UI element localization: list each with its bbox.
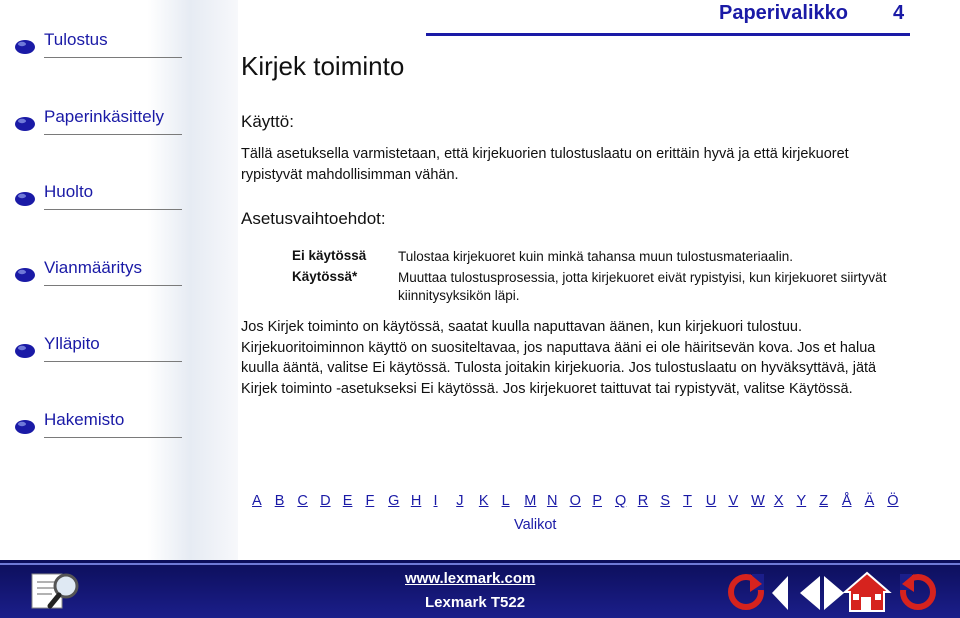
search-icon[interactable] xyxy=(28,568,88,614)
bullet-icon xyxy=(14,419,36,435)
index-letter-link[interactable]: U xyxy=(705,493,717,509)
divider xyxy=(44,134,182,135)
printer-model: Lexmark T522 xyxy=(425,594,526,611)
index-letter-link[interactable]: T xyxy=(683,493,692,509)
previous-page-icon[interactable] xyxy=(798,574,822,612)
alphabet-index xyxy=(252,493,910,509)
index-letter-link[interactable]: J xyxy=(456,493,464,509)
menus-link[interactable]: Valikot xyxy=(514,517,557,533)
options-heading: Asetusvaihtoehdot: xyxy=(241,209,386,228)
index-letter-link[interactable]: X xyxy=(773,493,784,509)
index-letter-link[interactable]: M xyxy=(524,493,537,509)
index-letter-link[interactable]: D xyxy=(320,493,331,509)
sidebar-item-yllapito[interactable] xyxy=(14,330,182,370)
home-icon[interactable] xyxy=(842,570,892,614)
page-title: Kirjek toiminto xyxy=(241,51,405,81)
section-title: Paperivalikko xyxy=(719,2,848,24)
index-letter-link[interactable]: Z xyxy=(819,493,829,509)
sidebar-item-label: Hakemisto xyxy=(44,410,125,429)
option-description: Muuttaa tulostusprosessia, jotta kirjekuoret eivät rypistyisi, kun kirjekuoret siirtyvät kiinnitysyksikön läpi. xyxy=(398,270,887,303)
divider xyxy=(44,437,182,438)
divider xyxy=(44,209,182,210)
index-letter-link[interactable]: C xyxy=(297,493,308,509)
index-letter-link[interactable]: V xyxy=(728,493,739,509)
index-letter-link[interactable]: I xyxy=(433,493,438,509)
note-text: Jos Kirjek toiminto on käytössä, saatat kuulla naputtavan äänen, kun kirjekuori tulostuu. Kirjekuoritoiminnon käyttö on suositeltavaa, jos naputtava ääni ei ole häiritsevän kova. Jos et halua kuulla ääntä, valitse Ei käytössä. Tulosta joitakin kirjekuoria. Jos tulostuslaatu on hyväksyttävä, jätä Kirjek toiminto -asetukseksi Ei käytössä. Jos kirjekuoret taittuvat tai rypistyvät, valitse Käytössä. xyxy=(241,319,877,397)
option-name: Käytössä* xyxy=(292,269,358,284)
index-letter-link[interactable]: H xyxy=(410,493,422,509)
index-letter-link[interactable]: Y xyxy=(796,493,807,509)
index-letter-link[interactable]: G xyxy=(388,493,400,509)
index-letter-link[interactable]: E xyxy=(342,493,353,509)
index-letter-link[interactable]: P xyxy=(592,493,602,509)
page-number: 4 xyxy=(893,2,905,24)
bullet-icon xyxy=(14,116,36,132)
divider xyxy=(44,361,182,362)
sidebar-item-label: Ylläpito xyxy=(44,334,100,353)
bullet-icon xyxy=(14,267,36,283)
index-letter-link[interactable]: F xyxy=(365,493,375,509)
sidebar-item-paperinkasittely[interactable] xyxy=(14,103,182,143)
index-letter-link[interactable]: L xyxy=(501,493,510,509)
usage-heading: Käyttö: xyxy=(241,112,294,131)
sidebar-item-tulostus[interactable] xyxy=(14,26,182,66)
sidebar-item-hakemisto[interactable] xyxy=(14,406,182,446)
option-description: Tulostaa kirjekuoret kuin minkä tahansa muun tulostusmateriaalin. xyxy=(398,249,793,264)
index-letter-link[interactable]: Ä xyxy=(864,493,875,509)
header-rule xyxy=(426,33,910,36)
index-letter-link[interactable]: Ö xyxy=(887,493,899,509)
divider xyxy=(44,57,182,58)
divider xyxy=(44,285,182,286)
footer-rule xyxy=(0,563,960,565)
sidebar-item-huolto[interactable] xyxy=(14,178,182,218)
sidebar-item-label: Tulostus xyxy=(44,30,108,49)
bullet-icon xyxy=(14,191,36,207)
index-letter-link[interactable]: A xyxy=(252,493,262,509)
usage-text: Tällä asetuksella varmistetaan, että kirjekuorien tulostuslaatu on erittäin hyvä ja että kirjekuoret rypistyvät mahdollisimman vähän. xyxy=(241,146,849,183)
sidebar-item-label: Paperinkäsittely xyxy=(44,107,165,126)
bullet-icon xyxy=(14,39,36,55)
forward-icon[interactable] xyxy=(900,572,936,612)
index-letter-link[interactable]: O xyxy=(569,493,581,509)
index-letter-link[interactable]: R xyxy=(637,493,649,509)
back-icon[interactable] xyxy=(728,572,764,612)
sidebar-item-label: Vianmääritys xyxy=(44,258,142,277)
index-letter-link[interactable]: Å xyxy=(841,493,852,509)
website-link[interactable]: www.lexmark.com xyxy=(405,570,536,587)
sidebar-item-label: Huolto xyxy=(44,182,94,201)
bullet-icon xyxy=(14,343,36,359)
index-letter-link[interactable]: W xyxy=(751,493,765,509)
first-page-icon[interactable] xyxy=(770,574,790,612)
index-letter-link[interactable]: S xyxy=(660,493,671,509)
index-letter-link[interactable]: N xyxy=(546,493,558,509)
option-name: Ei käytössä xyxy=(292,248,367,263)
sidebar-item-vianmaaritys[interactable] xyxy=(14,254,182,294)
index-letter-link[interactable]: B xyxy=(274,493,285,509)
index-letter-link[interactable]: Q xyxy=(615,493,627,509)
index-letter-link[interactable]: K xyxy=(478,493,489,509)
